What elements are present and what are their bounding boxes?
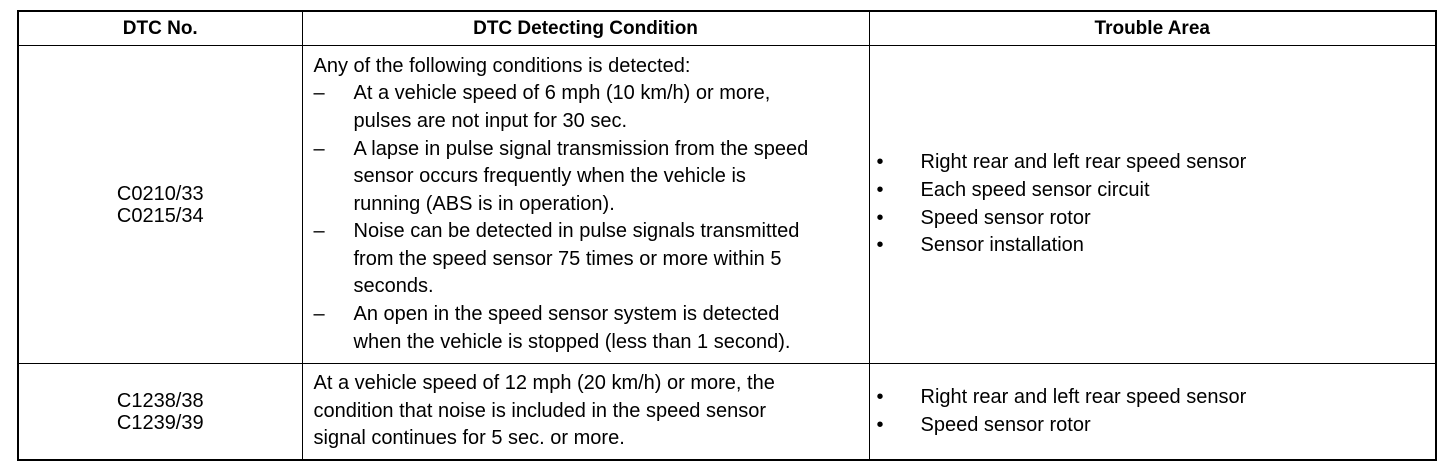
trouble-area-cell bbox=[869, 364, 1436, 461]
header-dtc-no: DTC No. bbox=[18, 11, 302, 46]
trouble-area-cell bbox=[869, 46, 1436, 364]
dtc-table bbox=[17, 10, 1437, 461]
condition-item bbox=[314, 80, 861, 135]
condition-line: Noise can be detected in pulse signals transmitted bbox=[353, 220, 800, 243]
table-row bbox=[18, 364, 1436, 461]
dash-marker: – bbox=[313, 220, 325, 243]
condition-cell bbox=[302, 364, 869, 461]
trouble-area-text: Sensor installation bbox=[920, 234, 1084, 257]
header-detecting-condition: DTC Detecting Condition bbox=[302, 11, 869, 46]
bullet-marker: • bbox=[876, 385, 884, 408]
dtc-cell bbox=[18, 46, 302, 364]
bullet-marker: • bbox=[876, 413, 884, 436]
trouble-area-item bbox=[877, 149, 1436, 177]
trouble-area-item bbox=[877, 205, 1436, 233]
table-row bbox=[18, 46, 1436, 364]
condition-line: signal continues for 5 sec. or more. bbox=[313, 427, 625, 450]
trouble-area-item bbox=[877, 177, 1436, 205]
trouble-area-text: Right rear and left rear speed sensor bbox=[920, 385, 1247, 408]
dtc-code: C1239/39 bbox=[116, 411, 204, 434]
dash-marker: – bbox=[313, 137, 325, 160]
condition-line: sensor occurs frequently when the vehicle is bbox=[353, 165, 746, 188]
bullet-marker: • bbox=[876, 206, 884, 229]
condition-line: An open in the speed sensor system is detected bbox=[353, 303, 780, 326]
condition-line: from the speed sensor 75 times or more within 5 bbox=[353, 247, 782, 270]
condition-line: At a vehicle speed of 12 mph (20 km/h) or more, the bbox=[313, 372, 775, 395]
condition-line: when the vehicle is stopped (less than 1 second). bbox=[353, 330, 791, 353]
header-trouble-area: Trouble Area bbox=[869, 11, 1436, 46]
trouble-area-item bbox=[877, 384, 1436, 412]
trouble-area-text: Each speed sensor circuit bbox=[920, 178, 1150, 201]
trouble-area-text: Speed sensor rotor bbox=[920, 206, 1091, 229]
dash-marker: – bbox=[313, 303, 325, 326]
condition-item bbox=[314, 301, 861, 356]
condition-line: A lapse in pulse signal transmission from the speed bbox=[353, 137, 809, 160]
trouble-area-text: Right rear and left rear speed sensor bbox=[920, 151, 1247, 174]
condition-line: seconds. bbox=[353, 275, 434, 298]
condition-item bbox=[314, 218, 861, 301]
condition-item bbox=[314, 136, 861, 219]
condition-intro: Any of the following conditions is detected: bbox=[313, 54, 691, 77]
dtc-code: C1238/38 bbox=[116, 389, 204, 412]
dash-marker: – bbox=[313, 82, 325, 105]
dtc-code: C0210/33 bbox=[116, 182, 204, 205]
condition-line: running (ABS is in operation). bbox=[353, 192, 615, 215]
bullet-marker: • bbox=[876, 234, 884, 257]
condition-cell bbox=[302, 46, 869, 364]
condition-line: condition that noise is included in the speed sensor bbox=[313, 399, 767, 422]
trouble-area-item bbox=[877, 412, 1436, 440]
dtc-code: C0215/34 bbox=[116, 204, 204, 227]
condition-line: At a vehicle speed of 6 mph (10 km/h) or more, bbox=[353, 82, 771, 105]
bullet-marker: • bbox=[876, 178, 884, 201]
condition-line: pulses are not input for 30 sec. bbox=[353, 109, 627, 132]
trouble-area-text: Speed sensor rotor bbox=[920, 413, 1091, 436]
bullet-marker: • bbox=[876, 151, 884, 174]
dtc-cell bbox=[18, 364, 302, 461]
header-row bbox=[18, 11, 1436, 46]
trouble-area-item bbox=[877, 232, 1436, 260]
